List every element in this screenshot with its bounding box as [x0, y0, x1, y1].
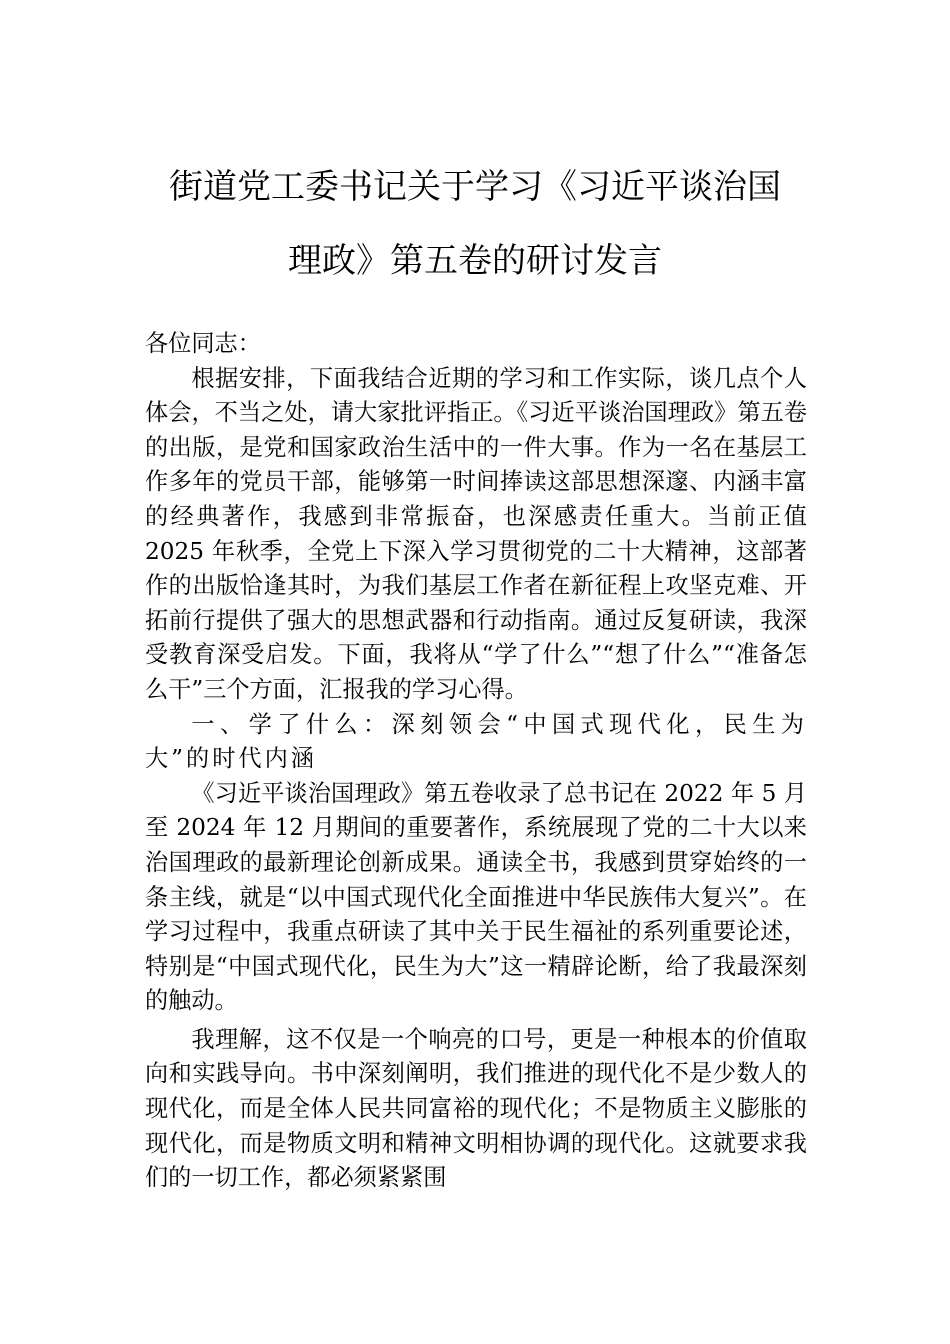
paragraph-intro: 根据安排，下面我结合近期的学习和工作实际，谈几点个人体会，不当之处，请大家批评指正。《习近平谈治国理政》第五卷的出版，是党和国家政治生活中的一件大事。作为一名在基层工作多年的党员干部，能够第一时间捧读这部思想深邃、内涵丰富的经典著作，我感到非常振奋，也深感责任重大。当前正值 2025 年秋季，全党上下深入学习贯彻党的二十大精神，这部著作的出版恰逢其时，为我们基层工作者在新征程上攻坚克难、开拓前行提供了强大的思想武器和行动指南。通过反复研读，我深受教育深受启发。下面，我将从“学了什么”“想了什么”“准备怎么干”三个方面，汇报我的学习心得。: [145, 364, 807, 703]
document-body: [145, 327, 807, 1196]
paragraph-section1-a: 《习近平谈治国理政》第五卷收录了总书记在 2022 年 5 月至 2024 年 12 月期间的重要著作，系统展现了党的二十大以来治国理政的最新理论创新成果。通读全书，我感到贯穿始终的一条主线，就是“以中国式现代化全面推进中华民族伟大复兴”。在学习过程中，我重点研读了其中关于民生福祉的系列重要论述，特别是“中国式现代化，民生为大”这一精辟论断，给了我最深刻的触动。: [145, 779, 807, 1015]
paragraph-section1-b: 我理解，这不仅是一个响亮的口号，更是一种根本的价值取向和实践导向。书中深刻阐明，我们推进的现代化不是少数人的现代化，而是全体人民共同富裕的现代化；不是物质主义膨胀的现代化，而是物质文明和精神文明相协调的现代化。这就要求我们的一切工作，都必须紧紧围: [145, 1025, 807, 1192]
title-line-1: 街道党工委书记关于学习《习近平谈治国: [169, 167, 781, 207]
section-heading-1: 一、学了什么：深刻领会“中国式现代化，民生为大”的时代内涵: [145, 710, 807, 773]
document-title: [145, 150, 805, 298]
title-line-2: 理政》第五卷的研讨发言: [288, 241, 662, 281]
salutation: 各位同志：: [145, 330, 261, 357]
